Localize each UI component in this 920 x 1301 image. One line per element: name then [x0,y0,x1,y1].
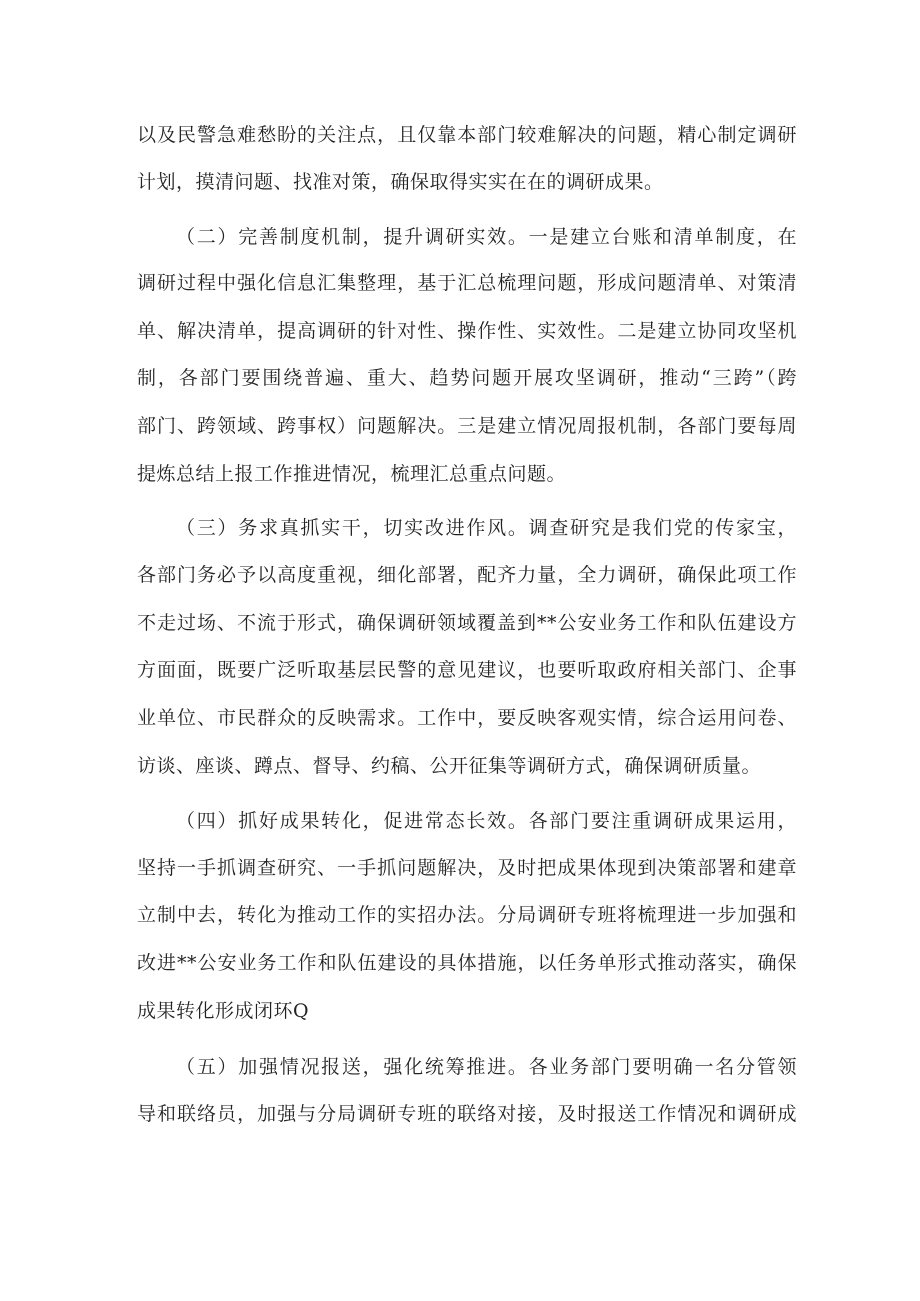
text-line: 提炼总结上报工作推进情况，梳理汇总重点问题。 [137,463,567,485]
text-line: 不走过场、不流于形式，确保调研领域覆盖到**公安业务工作和队伍建设方 [137,612,797,634]
text-line: 成果转化形成闭环Q [137,1000,310,1022]
paragraph-heading-line: （四）抓好成果转化，促进常态长效。各部门要注重调研成果运用， [176,810,797,832]
text-line: 计划，摸清问题、找准对策，确保取得实实在在的调研成果。 [137,171,664,193]
paragraph-heading-line: （二）完善制度机制，提升调研实效。一是建立台账和清单制度，在 [176,226,797,248]
text-line: 业单位、市民群众的反映需求。工作中，要反映客观实情，综合运用问卷、 [137,707,797,729]
text-line: 调研过程中强化信息汇集整理，基于汇总梳理问题，形成问题清单、对策清 [137,272,797,294]
text-line: 方面面，既要广泛听取基层民警的意见建议，也要听取政府相关部门、企事 [137,659,797,681]
text-line: 部门、跨领域、跨事权）问题解决。三是建立情况周报机制，各部门要每周 [137,415,797,437]
text-line: 以及民警急难愁盼的关注点，且仅靠本部门较难解决的问题，精心制定调研 [137,124,797,146]
text-line: 单、解决清单，提高调研的针对性、操作性、实效性。二是建立协同攻坚机 [137,320,797,342]
text-line: 导和联络员，加强与分局调研专班的联络对接，及时报送工作情况和调研成 [137,1103,797,1125]
text-line: 各部门务必予以高度重视，细化部署，配齐力量，全力调研，确保此项工作 [137,564,797,586]
text-line: 立制中去，转化为推动工作的实招办法。分局调研专班将梳理进一步加强和 [137,904,797,926]
text-line: 访谈、座谈、蹲点、督导、约稿、公开征集等调研方式，确保调研质量。 [137,755,762,777]
paragraph-heading-line: （三）务求真抓实干，切实改进作风。调查研究是我们党的传家宝， [176,517,797,539]
paragraph-heading-line: （五）加强情况报送，强化统筹推进。各业务部门要明确一名分管领 [176,1056,797,1078]
text-line: 改进**公安业务工作和队伍建设的具体措施，以任务单形式推动落实，确保 [137,952,797,974]
text-line: 坚持一手抓调查研究、一手抓问题解决，及时把成果体现到决策部署和建章 [137,857,797,879]
text-line: 制，各部门要围绕普遍、重大、趋势问题开展攻坚调研，推动“三跨”（跨 [137,367,797,389]
